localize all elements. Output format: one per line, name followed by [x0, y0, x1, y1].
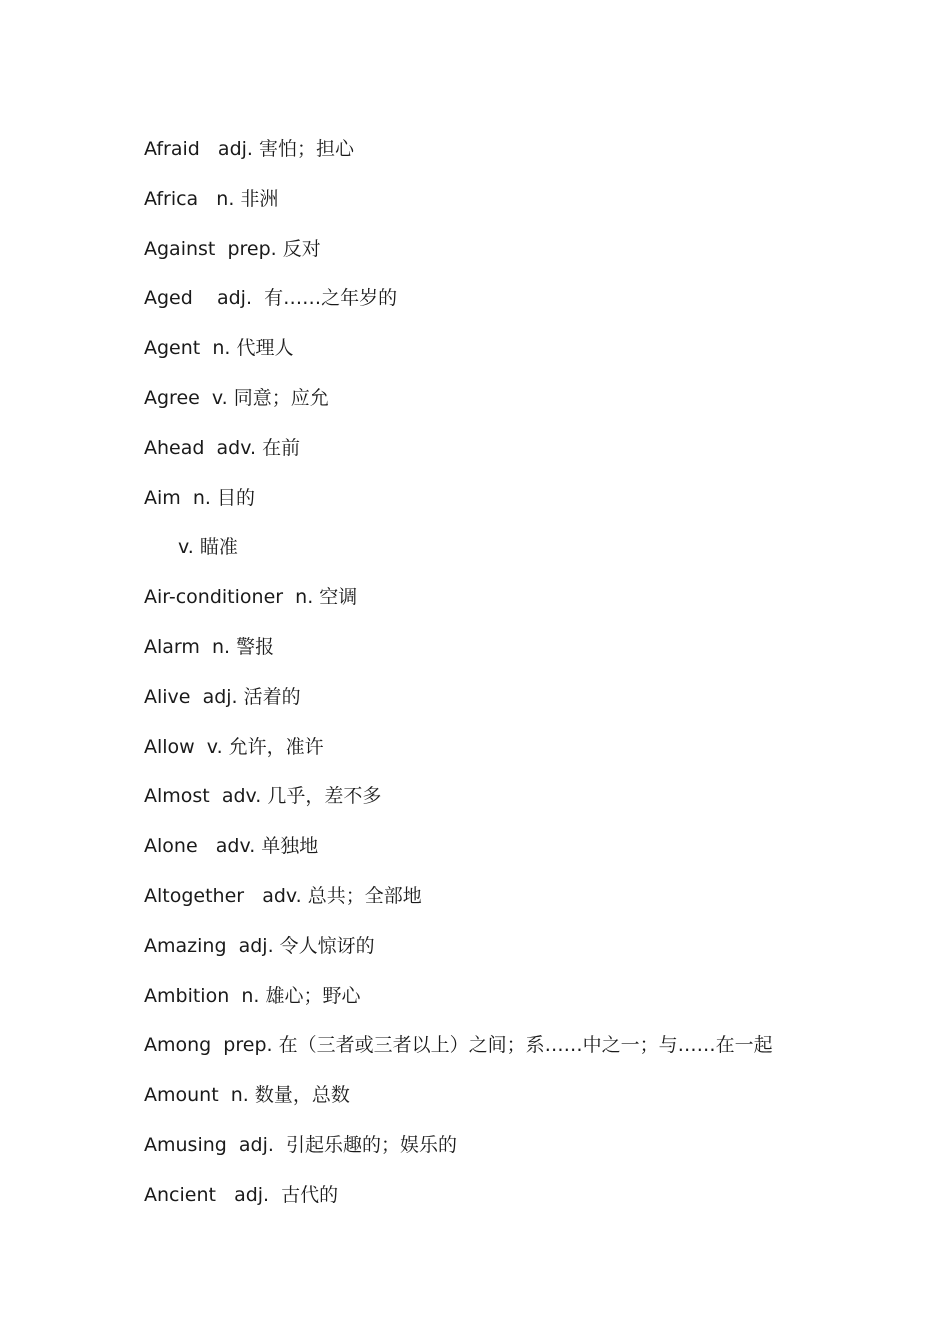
vocab-entry-amusing: Amusing adj. 引起乐趣的；娱乐的 — [144, 1133, 458, 1156]
vocab-entry-alone: Alone adv. 单独地 — [144, 835, 319, 858]
vocabulary-list — [144, 135, 904, 1231]
vocab-entry-among: Among prep. 在（三者或三者以上）之间；系……中之一；与……在一起 — [144, 1034, 773, 1057]
vocab-entry-altogether: Altogether adv. 总共；全部地 — [144, 884, 422, 907]
vocab-entry-against: Against prep. 反对 — [144, 237, 321, 260]
vocab-entry-almost: Almost adv. 几乎，差不多 — [144, 785, 382, 808]
vocab-entry-agent: Agent n. 代理人 — [144, 337, 294, 360]
vocab-entry-agree: Agree v. 同意；应允 — [144, 386, 329, 409]
vocab-entry-alive: Alive adj. 活着的 — [144, 685, 301, 708]
vocab-entry-aged: Aged adj. 有……之年岁的 — [144, 287, 398, 310]
vocab-entry-aim: Aim n. 目的 — [144, 486, 255, 509]
vocab-entry-ancient: Ancient adj. 古代的 — [144, 1183, 339, 1206]
vocab-entry-ambition: Ambition n. 雄心；野心 — [144, 984, 361, 1007]
vocab-entry-aim-verb: v. 瞄准 — [178, 536, 238, 559]
vocab-entry-alarm: Alarm n. 警报 — [144, 635, 275, 658]
vocab-entry-allow: Allow v. 允许，准许 — [144, 735, 324, 758]
vocab-entry-afraid: Afraid adj. 害怕；担心 — [144, 138, 354, 160]
vocab-entry-amazing: Amazing adj. 令人惊讶的 — [144, 934, 375, 957]
vocab-entry-amount: Amount n. 数量，总数 — [144, 1084, 350, 1107]
vocab-entry-ahead: Ahead adv. 在前 — [144, 436, 301, 459]
vocab-entry-africa: Africa n. 非洲 — [144, 187, 279, 210]
vocab-entry-air-conditioner: Air-conditioner n. 空调 — [144, 586, 358, 609]
